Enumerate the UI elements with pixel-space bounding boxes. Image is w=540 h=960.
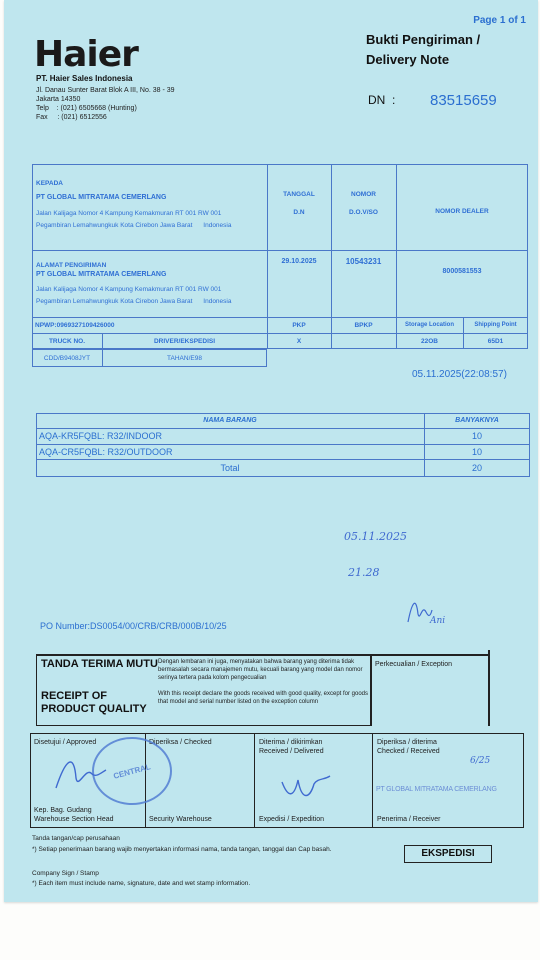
receiver-stamp: PT GLOBAL MITRATAMA CEMERLANG <box>376 786 497 793</box>
checked-role: Security Warehouse <box>149 816 212 823</box>
received-role: Penerima / Receiver <box>377 816 441 823</box>
dealer-value: 8000581553 <box>442 268 482 275</box>
bpkp-label: BPKP <box>354 322 373 329</box>
company-phone: Telp : (021) 6505668 (Hunting) <box>36 105 137 112</box>
shipping-point-label: Shipping Point <box>474 322 517 328</box>
company-name: PT. Haier Sales Indonesia <box>36 74 133 83</box>
truck-label: TRUCK NO. <box>48 338 86 345</box>
storage-location-value: 22OB <box>421 338 438 345</box>
total-label: Total <box>220 463 240 473</box>
approved-signature <box>46 748 126 798</box>
approved-label: Disetujui / Approved <box>34 739 97 746</box>
nomor-label: NOMOR <box>351 191 376 198</box>
delivered-signature <box>274 768 344 808</box>
company-address-line1: Jl. Danau Sunter Barat Blok A III, No. 38 - 39 <box>36 87 175 94</box>
ekspedisi-box: EKSPEDISI <box>404 845 492 863</box>
approved-role-line2: Warehouse Section Head <box>34 816 114 823</box>
page-label: Page 1 of 1 <box>473 15 526 26</box>
receipt-title-en: RECEIPT OF PRODUCT QUALITY <box>41 690 147 715</box>
po-number: PO Number:DS0054/00/CRB/CRB/000B/10/25 <box>40 621 227 631</box>
receipt-text-en: With this receipt declare the goods received with good quality, except for goods that model and serial number listed on the exception column <box>158 691 369 705</box>
company-address-line2: Jakarta 14350 <box>36 96 81 103</box>
nomor-value: 10543231 <box>345 257 382 266</box>
footer-note-id-title: Tanda tangan/cap perusahaan <box>32 835 120 842</box>
delivered-label-line2: Received / Delivered <box>259 748 324 755</box>
delivery-note-sheet <box>4 0 538 902</box>
pkp-label: PKP <box>292 322 306 329</box>
received-label-line2: Checked / Received <box>377 748 440 755</box>
alamat-address-line1: Jalan Kalijaga Nomor 4 Kampung Kemakmuran RT 001 RW 001 <box>36 286 222 293</box>
receiver-note: 6/25 <box>470 756 491 766</box>
dealer-label: NOMOR DEALER <box>435 208 489 215</box>
shipping-point-value: 65D1 <box>487 338 504 345</box>
delivered-role: Expedisi / Expedition <box>259 816 324 823</box>
tanggal-label: TANGGAL <box>283 191 315 198</box>
item-name: AQA-CR5FQBL: R32/OUTDOOR <box>39 447 173 457</box>
npwp: NPWP:0969327109426000 <box>35 322 115 329</box>
items-header-qty: BANYAKNYA <box>455 417 499 424</box>
company-seal: CENTRAL <box>92 737 172 805</box>
kepada-label: KEPADA <box>36 180 63 187</box>
checked-label: Diperiksa / Checked <box>149 739 212 746</box>
signature-name: Ani <box>430 616 446 626</box>
truck-value: CDD/B9408JYT <box>43 355 91 362</box>
kepada-name: PT GLOBAL MITRATAMA CEMERLANG <box>36 194 167 201</box>
doc-title-id: Bukti Pengiriman / <box>366 32 481 47</box>
received-label-line1: Diperiksa / diterima <box>377 739 437 746</box>
item-name: AQA-KR5FQBL: R32/INDOOR <box>39 431 163 441</box>
receipt-text-id: Dengan lembaran ini juga, menyatakan bahwa barang yang diterima tidak bermasalah secara manajemen mutu, kecuali barang yang model dan nomor serinya tertera pada kolom pengecualian <box>158 659 363 681</box>
storage-location-label: Storage Location <box>404 322 454 328</box>
driver-label: DRIVER/EKSPEDISI <box>153 338 216 345</box>
dn-number: 83515659 <box>430 92 497 109</box>
pkp-value: X <box>296 338 302 345</box>
footer-note-en: *) Each item must include name, signature, date and wet stamp information. <box>32 880 251 887</box>
handwritten-date: 05.11.2025 <box>344 530 407 543</box>
item-qty: 10 <box>471 431 482 441</box>
footer-note-en-title: Company Sign / Stamp <box>32 870 99 877</box>
total-value: 20 <box>471 463 482 473</box>
alamat-address-line2: Pegambiran Lemahwungkuk Kota Cirebon Jawa Barat Indonesia <box>36 298 232 305</box>
footer-note-id: *) Setiap penerimaan barang wajib menyertakan informasi nama, tanda tangan, tanggal dan Cap basah. <box>32 846 332 853</box>
tanggal-sub: D.N <box>293 209 305 216</box>
nomor-sub: D.O.V/SO <box>349 209 378 216</box>
approved-role-line1: Kep. Bag. Gudang <box>34 807 92 814</box>
handwritten-time: 21.28 <box>348 566 380 579</box>
tanggal-value: 29.10.2025 <box>281 258 317 265</box>
haier-logo: Haier <box>34 34 138 75</box>
print-timestamp: 05.11.2025(22:08:57) <box>412 369 507 380</box>
alamat-label: ALAMAT PENGIRIMAN <box>36 262 107 269</box>
company-fax: Fax : (021) 6512556 <box>36 114 107 121</box>
dn-label: DN : <box>368 93 396 107</box>
driver-value: TAHAN/E98 <box>167 355 202 362</box>
delivered-label-line1: Diterima / dikirimkan <box>259 739 323 746</box>
exception-label: Perkecualian / Exception <box>375 661 453 668</box>
kepada-address-line2: Pegambiran Lemahwungkuk Kota Cirebon Jawa Barat Indonesia <box>36 222 232 229</box>
receipt-title-id: TANDA TERIMA MUTU <box>41 658 158 670</box>
doc-title-en: Delivery Note <box>366 52 450 67</box>
kepada-address-line1: Jalan Kalijaga Nomor 4 Kampung Kemakmuran RT 001 RW 001 <box>36 210 222 217</box>
item-qty: 10 <box>471 447 482 457</box>
alamat-name: PT GLOBAL MITRATAMA CEMERLANG <box>36 271 167 278</box>
handwritten-signature <box>402 592 452 632</box>
items-header-name: NAMA BARANG <box>203 417 257 424</box>
